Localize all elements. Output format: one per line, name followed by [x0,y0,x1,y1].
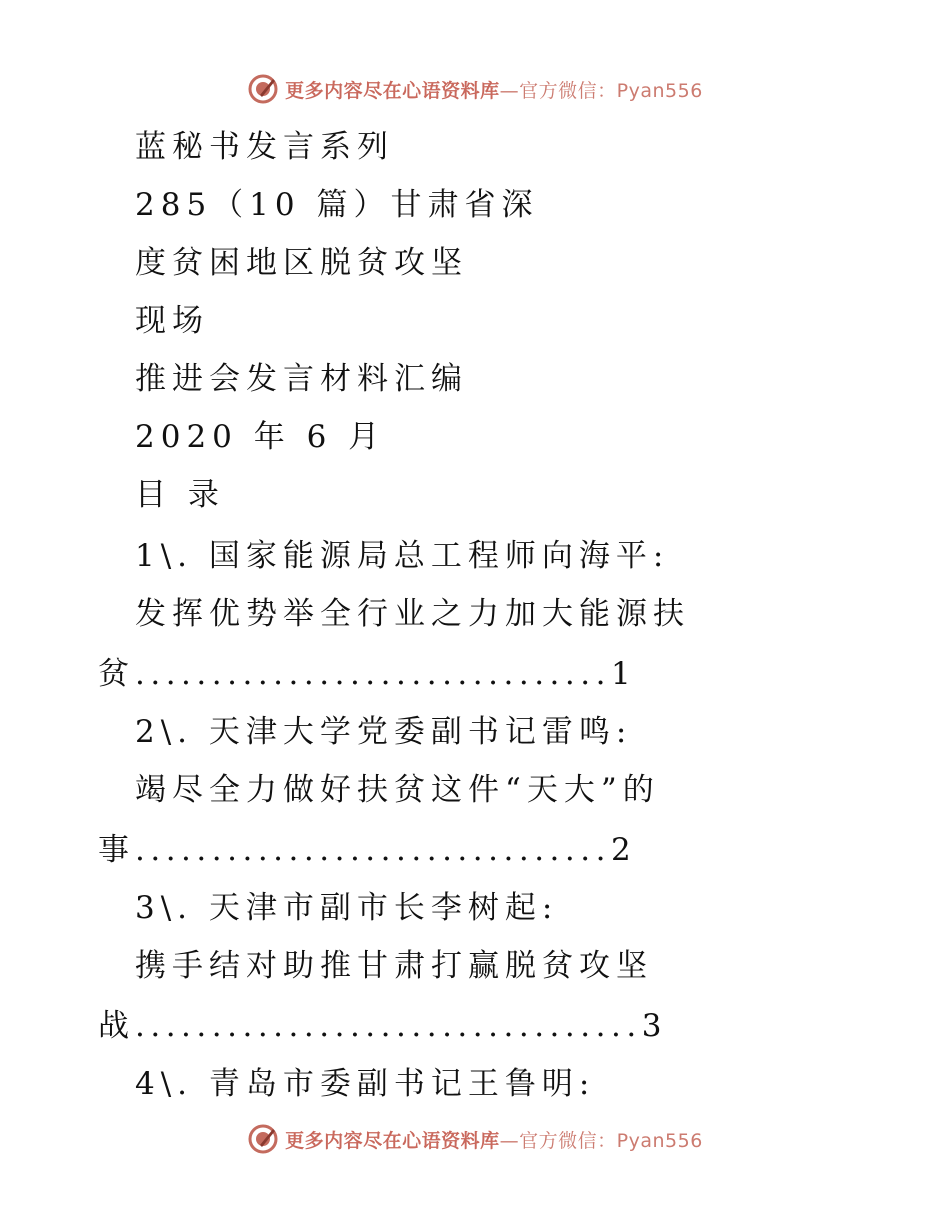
doc-date: 2020 年 6 月 [135,419,386,455]
watermark-text: 更多内容尽在心语资料库—官方微信：Pyan556 [285,79,703,102]
doc-title-line-4: 推进会发言材料汇编 [135,361,468,397]
toc-heading: 目 录 [135,477,225,513]
series-title: 蓝秘书发言系列 [135,129,394,165]
doc-title-line-3: 现场 [135,303,209,339]
toc-entry-1-last-char: 贫 [98,656,135,692]
toc-leader-dots: ............................... [135,656,611,692]
toc-entry-3-last-char: 战 [98,1008,135,1044]
toc-entry-3-title: 携手结对助推甘肃打赢脱贫攻坚 [135,948,653,984]
toc-entry-1-heading: 1\. 国家能源局总工程师向海平: [135,538,670,574]
toc-entry-1-link[interactable] [98,654,631,694]
toc-leader-dots: ............................... [135,832,611,868]
toc-entry-3-heading: 3\. 天津市副市长李树起: [135,890,559,926]
toc-entry-2-title: 竭尽全力做好扶贫这件“天大”的 [135,772,660,808]
toc-entry-1-title: 发挥优势举全行业之力加大能源扶 [135,596,690,632]
pen-logo-icon [247,1123,279,1155]
watermark-banner-bottom [0,1122,950,1156]
toc-entry-1-page: 1 [610,656,631,692]
watermark-banner-top [0,72,950,106]
toc-entry-2-last-char: 事 [98,832,135,868]
toc-entry-2-page: 2 [610,832,631,868]
pen-logo-icon [247,73,279,105]
toc-entry-2-heading: 2\. 天津大学党委副书记雷鸣: [135,714,633,750]
toc-entry-3-link[interactable] [98,1006,661,1046]
toc-entry-2-link[interactable] [98,830,631,870]
watermark-text: 更多内容尽在心语资料库—官方微信：Pyan556 [285,1129,703,1152]
doc-title-line-2: 度贫困地区脱贫攻坚 [135,245,468,281]
toc-entry-4-heading: 4\. 青岛市委副书记王鲁明: [135,1066,596,1102]
doc-title-line-1: 285（10 篇）甘肃省深 [135,187,539,223]
toc-leader-dots: ................................. [135,1008,642,1044]
toc-entry-3-page: 3 [641,1008,662,1044]
